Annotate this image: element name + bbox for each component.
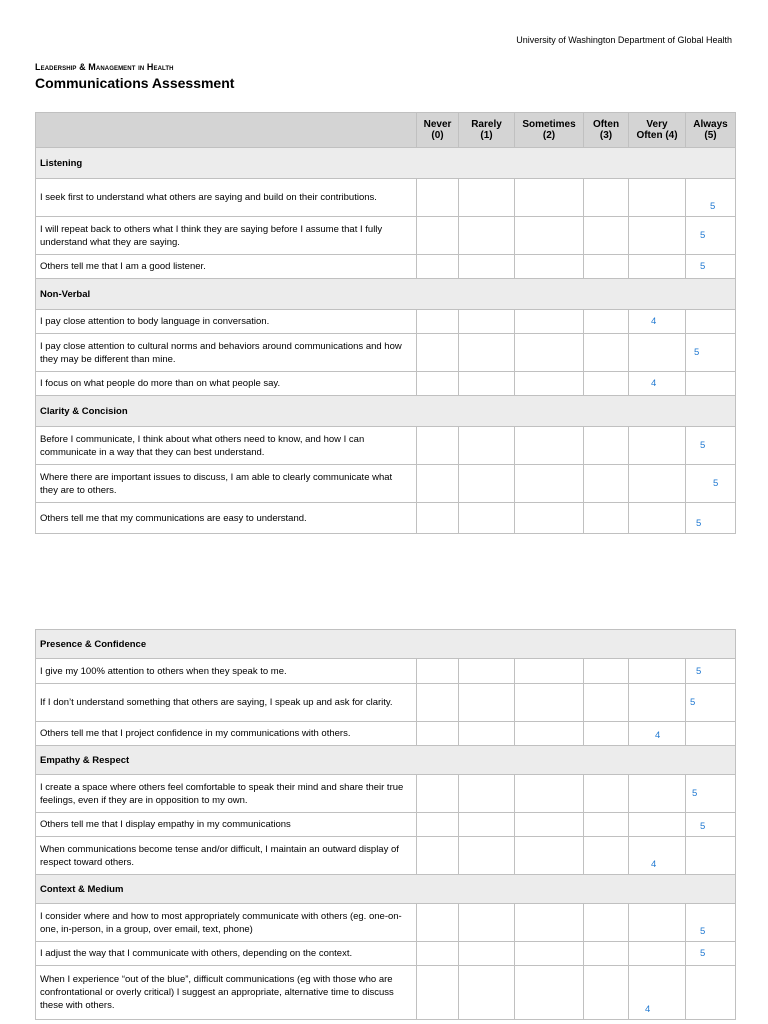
rating-column-header (515, 113, 584, 148)
rating-value: 5 (696, 518, 702, 529)
assessment-statement: I create a space where others feel comfortable to speak their mind and share their true feelings, even if they are in opposition to my own. (36, 775, 417, 813)
rating-cell[interactable] (459, 942, 515, 966)
rating-cell[interactable] (459, 837, 515, 875)
rating-column-score: (1) (480, 130, 493, 141)
rating-cell[interactable] (686, 334, 736, 372)
rating-cell[interactable] (584, 217, 629, 255)
rating-value: 5 (690, 697, 696, 708)
assessment-statement: I seek first to understand what others are saying and build on their contributions. (36, 179, 417, 217)
program-title: Leadership & Management in Health (35, 62, 174, 72)
rating-cell[interactable] (459, 465, 515, 503)
assessment-table-page-1 (35, 112, 736, 534)
rating-cell[interactable] (515, 775, 584, 813)
assessment-statement: When communications become tense and/or difficult, I maintain an outward display of respect toward others. (36, 837, 417, 875)
rating-cell[interactable] (584, 942, 629, 966)
rating-cell[interactable] (459, 372, 515, 396)
rating-cell[interactable] (686, 775, 736, 813)
rating-cell[interactable] (515, 179, 584, 217)
rating-cell[interactable] (629, 217, 686, 255)
assessment-item-row (36, 775, 736, 813)
rating-column-header (686, 113, 736, 148)
rating-cell[interactable] (515, 372, 584, 396)
section-title: Listening (36, 148, 736, 179)
rating-cell[interactable] (629, 503, 686, 534)
rating-cell[interactable] (584, 813, 629, 837)
rating-cell[interactable] (584, 503, 629, 534)
rating-column-header (459, 113, 515, 148)
rating-cell[interactable] (584, 372, 629, 396)
section-title: Presence & Confidence (36, 630, 736, 659)
rating-cell[interactable] (417, 775, 459, 813)
rating-cell[interactable] (515, 659, 584, 684)
rating-column-name: Sometimes (522, 119, 576, 130)
assessment-item-row (36, 372, 736, 396)
rating-cell[interactable] (515, 813, 584, 837)
assessment-statement: I consider where and how to most appropriately communicate with others (eg. one-on-one, in-person, in a group, over email, text, phone) (36, 904, 417, 942)
rating-column-name: Very (646, 119, 668, 130)
rating-value: 5 (696, 665, 702, 677)
assessment-statement: Before I communicate, I think about what others need to know, and how I can communicate in a way that they can best understand. (36, 427, 417, 465)
section-row (36, 148, 736, 179)
document-title: Communications Assessment (35, 75, 235, 91)
rating-value: 5 (700, 230, 706, 241)
rating-cell[interactable] (686, 465, 736, 503)
rating-cell[interactable] (584, 966, 629, 1020)
rating-cell[interactable] (584, 255, 629, 279)
rating-cell[interactable] (629, 966, 686, 1020)
rating-cell[interactable] (686, 966, 736, 1020)
assessment-table-page-2 (35, 629, 736, 1020)
rating-cell[interactable] (629, 942, 686, 966)
rating-cell[interactable] (515, 942, 584, 966)
section-title: Context & Medium (36, 875, 736, 904)
rating-cell[interactable] (459, 659, 515, 684)
rating-cell[interactable] (629, 722, 686, 746)
rating-cell[interactable] (417, 255, 459, 279)
section-row (36, 746, 736, 775)
rating-cell[interactable] (417, 217, 459, 255)
rating-cell[interactable] (417, 722, 459, 746)
rating-column-score: Often (4) (636, 130, 678, 141)
rating-column-header (417, 113, 459, 148)
rating-cell[interactable] (515, 966, 584, 1020)
rating-cell[interactable] (459, 310, 515, 334)
section-title: Empathy & Respect (36, 746, 736, 775)
rating-cell[interactable] (629, 427, 686, 465)
assessment-item-row (36, 255, 736, 279)
rating-cell[interactable] (584, 722, 629, 746)
assessment-item-row (36, 310, 736, 334)
rating-cell[interactable] (515, 255, 584, 279)
rating-cell[interactable] (686, 179, 736, 217)
rating-cell[interactable] (629, 334, 686, 372)
assessment-statement: I pay close attention to body language in conversation. (36, 310, 417, 334)
rating-cell[interactable] (584, 334, 629, 372)
rating-cell[interactable] (629, 813, 686, 837)
rating-column-name: Often (592, 119, 620, 130)
rating-value: 4 (651, 316, 657, 327)
assessment-item-row (36, 217, 736, 255)
rating-column-header (584, 113, 629, 148)
section-row (36, 630, 736, 659)
rating-value: 4 (651, 378, 657, 389)
rating-cell[interactable] (417, 966, 459, 1020)
rating-value: 4 (655, 730, 661, 741)
rating-cell[interactable] (459, 334, 515, 372)
rating-cell[interactable] (686, 217, 736, 255)
rating-cell[interactable] (686, 904, 736, 942)
assessment-item-row (36, 942, 736, 966)
rating-cell[interactable] (459, 427, 515, 465)
rating-cell[interactable] (686, 255, 736, 279)
rating-cell[interactable] (686, 942, 736, 966)
rating-cell[interactable] (584, 310, 629, 334)
rating-column-score: (0) (431, 130, 444, 141)
assessment-statement: I adjust the way that I communicate with others, depending on the context. (36, 942, 417, 966)
rating-cell[interactable] (459, 813, 515, 837)
rating-cell[interactable] (686, 503, 736, 534)
rating-cell[interactable] (417, 659, 459, 684)
rating-cell[interactable] (459, 179, 515, 217)
assessment-statement: I give my 100% attention to others when they speak to me. (36, 659, 417, 684)
rating-cell[interactable] (417, 503, 459, 534)
rating-cell[interactable] (686, 310, 736, 334)
rating-column-score: (5) (704, 130, 717, 141)
rating-value: 4 (651, 859, 657, 870)
rating-cell[interactable] (584, 684, 629, 722)
assessment-item-row (36, 179, 736, 217)
assessment-statement: Others tell me that I display empathy in my communications (36, 813, 417, 837)
assessment-item-row (36, 334, 736, 372)
assessment-statement: If I don’t understand something that others are saying, I speak up and ask for clarity. (36, 684, 417, 722)
rating-value: 5 (700, 261, 706, 272)
rating-cell[interactable] (459, 503, 515, 534)
assessment-statement: I will repeat back to others what I think they are saying before I assume that I fully understand what they are saying. (36, 217, 417, 255)
assessment-statement: Where there are important issues to discuss, I am able to clearly communicate what they are to others. (36, 465, 417, 503)
section-title: Non-Verbal (36, 279, 736, 310)
assessment-statement: When I experience “out of the blue”, difficult communications (eg with those who are confrontational or overly critical) I suggest an appropriate, alternative time to discuss these with others. (36, 966, 417, 1020)
rating-value: 5 (700, 948, 706, 959)
rating-cell[interactable] (629, 255, 686, 279)
assessment-item-row (36, 837, 736, 875)
rating-cell[interactable] (459, 684, 515, 722)
rating-cell[interactable] (515, 427, 584, 465)
assessment-statement: Others tell me that I project confidence in my communications with others. (36, 722, 417, 746)
statement-column-header (36, 113, 417, 148)
rating-cell[interactable] (686, 684, 736, 722)
rating-cell[interactable] (629, 684, 686, 722)
rating-cell[interactable] (459, 722, 515, 746)
rating-cell[interactable] (629, 179, 686, 217)
rating-value: 5 (700, 821, 706, 832)
rating-cell[interactable] (629, 659, 686, 684)
rating-cell[interactable] (515, 837, 584, 875)
assessment-item-row (36, 722, 736, 746)
rating-value: 5 (700, 926, 706, 937)
rating-column-score: (3) (599, 130, 613, 141)
rating-cell[interactable] (584, 837, 629, 875)
rating-cell[interactable] (459, 217, 515, 255)
assessment-statement: I focus on what people do more than on what people say. (36, 372, 417, 396)
assessment-statement: Others tell me that my communications are easy to understand. (36, 503, 417, 534)
assessment-item-row (36, 813, 736, 837)
rating-cell[interactable] (686, 659, 736, 684)
assessment-statement: Others tell me that I am a good listener. (36, 255, 417, 279)
rating-cell[interactable] (417, 813, 459, 837)
rating-value: 5 (710, 201, 716, 212)
rating-cell[interactable] (417, 372, 459, 396)
rating-cell[interactable] (584, 427, 629, 465)
rating-cell[interactable] (584, 465, 629, 503)
rating-cell[interactable] (459, 904, 515, 942)
rating-cell[interactable] (686, 372, 736, 396)
rating-cell[interactable] (417, 179, 459, 217)
rating-column-name: Always (693, 119, 728, 130)
rating-cell[interactable] (417, 942, 459, 966)
rating-cell[interactable] (459, 255, 515, 279)
assessment-item-row (36, 427, 736, 465)
rating-cell[interactable] (686, 722, 736, 746)
rating-value: 5 (700, 440, 706, 451)
assessment-item-row (36, 966, 736, 1020)
rating-cell[interactable] (584, 775, 629, 813)
rating-cell[interactable] (686, 837, 736, 875)
rating-cell[interactable] (686, 813, 736, 837)
rating-cell[interactable] (629, 372, 686, 396)
rating-cell[interactable] (515, 503, 584, 534)
rating-cell[interactable] (686, 427, 736, 465)
institution-header: University of Washington Department of Global Health (516, 35, 732, 45)
section-row (36, 875, 736, 904)
rating-cell[interactable] (417, 334, 459, 372)
assessment-item-row (36, 503, 736, 534)
rating-cell[interactable] (459, 775, 515, 813)
rating-value: 5 (694, 347, 700, 358)
rating-cell[interactable] (629, 310, 686, 334)
rating-cell[interactable] (629, 837, 686, 875)
rating-cell[interactable] (417, 310, 459, 334)
column-header-row (36, 113, 736, 148)
rating-cell[interactable] (629, 775, 686, 813)
assessment-item-row (36, 904, 736, 942)
rating-cell[interactable] (515, 904, 584, 942)
rating-value: 4 (645, 1004, 651, 1015)
rating-cell[interactable] (629, 904, 686, 942)
assessment-item-row (36, 465, 736, 503)
rating-column-name: Never (423, 119, 452, 130)
section-row (36, 396, 736, 427)
rating-cell[interactable] (417, 837, 459, 875)
rating-cell[interactable] (417, 427, 459, 465)
rating-cell[interactable] (584, 904, 629, 942)
rating-value: 5 (692, 788, 698, 799)
rating-cell[interactable] (417, 465, 459, 503)
rating-cell[interactable] (515, 217, 584, 255)
rating-cell[interactable] (459, 966, 515, 1020)
rating-cell[interactable] (629, 465, 686, 503)
rating-cell[interactable] (515, 722, 584, 746)
section-title: Clarity & Concision (36, 396, 736, 427)
rating-cell[interactable] (515, 465, 584, 503)
rating-column-score: (2) (542, 130, 556, 141)
rating-value: 5 (713, 478, 719, 489)
rating-cell[interactable] (417, 684, 459, 722)
section-row (36, 279, 736, 310)
assessment-item-row (36, 684, 736, 722)
rating-cell[interactable] (417, 904, 459, 942)
rating-cell[interactable] (584, 659, 629, 684)
assessment-statement: I pay close attention to cultural norms and behaviors around communications and how they may be different than mine. (36, 334, 417, 372)
assessment-item-row (36, 659, 736, 684)
rating-column-header (629, 113, 686, 148)
rating-column-name: Rarely (471, 119, 502, 130)
rating-cell[interactable] (584, 179, 629, 217)
rating-cell[interactable] (515, 334, 584, 372)
rating-cell[interactable] (515, 310, 584, 334)
rating-cell[interactable] (515, 684, 584, 722)
